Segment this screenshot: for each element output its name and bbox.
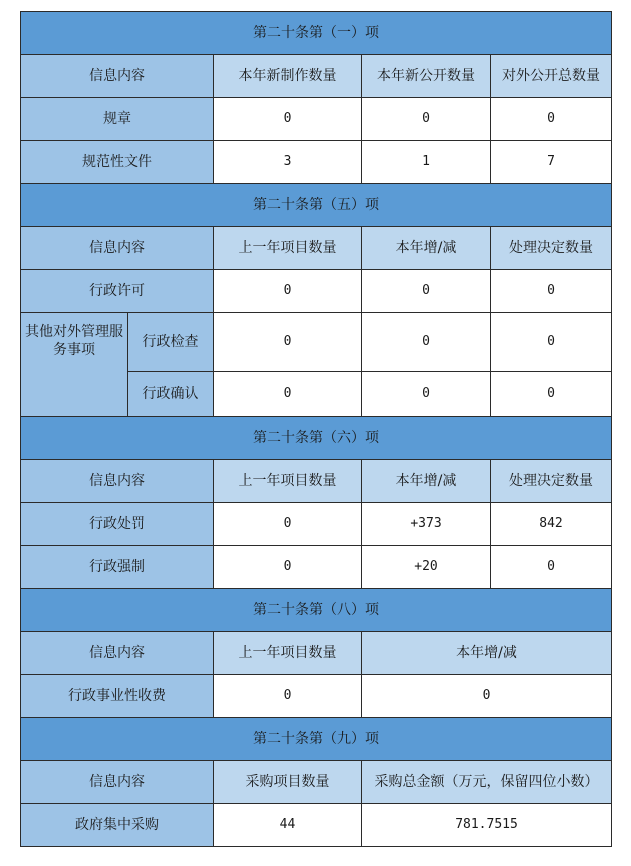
header-info-content: 信息内容: [21, 55, 214, 98]
value-cell: 0: [362, 270, 491, 313]
header-cell: 采购总金额（万元，保留四位小数）: [362, 761, 612, 804]
table-row: [21, 546, 612, 589]
value-cell: 0: [491, 372, 612, 417]
section-header-row: [21, 589, 612, 632]
header-info-content: 信息内容: [21, 761, 214, 804]
value-cell: 0: [362, 372, 491, 417]
disclosure-table: [20, 11, 612, 847]
header-cell: 本年新公开数量: [362, 55, 491, 98]
group-label: 其他对外管理服务事项: [21, 313, 128, 417]
header-info-content: 信息内容: [21, 632, 214, 675]
section-header-row: [21, 718, 612, 761]
row-label: 行政强制: [21, 546, 214, 589]
section-title: 第二十条第（九）项: [21, 718, 612, 761]
row-label: 规范性文件: [21, 141, 214, 184]
column-header-row: [21, 460, 612, 503]
table-row: [21, 270, 612, 313]
table-row: [21, 503, 612, 546]
header-cell: 本年新制作数量: [214, 55, 362, 98]
table-row: [21, 141, 612, 184]
value-cell: 842: [491, 503, 612, 546]
header-cell: 本年增/减: [362, 632, 612, 675]
value-cell: 0: [214, 313, 362, 372]
row-label: 行政事业性收费: [21, 675, 214, 718]
value-cell: 0: [214, 546, 362, 589]
header-cell: 采购项目数量: [214, 761, 362, 804]
column-header-row: [21, 761, 612, 804]
value-cell: 1: [362, 141, 491, 184]
header-cell: 处理决定数量: [491, 460, 612, 503]
section-title: 第二十条第（八）项: [21, 589, 612, 632]
header-info-content: 信息内容: [21, 227, 214, 270]
section-header-row: [21, 184, 612, 227]
section-title: 第二十条第（六）项: [21, 417, 612, 460]
value-cell: 0: [362, 313, 491, 372]
value-cell: +373: [362, 503, 491, 546]
value-cell: 0: [214, 270, 362, 313]
value-cell: 44: [214, 804, 362, 847]
header-cell: 上一年项目数量: [214, 632, 362, 675]
header-info-content: 信息内容: [21, 460, 214, 503]
row-label: 行政检查: [128, 313, 214, 372]
value-cell: 0: [362, 675, 612, 718]
header-cell: 上一年项目数量: [214, 460, 362, 503]
header-cell: 上一年项目数量: [214, 227, 362, 270]
row-label: 行政许可: [21, 270, 214, 313]
column-header-row: [21, 55, 612, 98]
value-cell: 0: [214, 372, 362, 417]
section-title: 第二十条第（五）项: [21, 184, 612, 227]
header-cell: 本年增/减: [362, 227, 491, 270]
value-cell: 781.7515: [362, 804, 612, 847]
table-row: [21, 98, 612, 141]
column-header-row: [21, 632, 612, 675]
value-cell: 0: [491, 98, 612, 141]
value-cell: 0: [214, 675, 362, 718]
value-cell: 3: [214, 141, 362, 184]
column-header-row: [21, 227, 612, 270]
row-label: 行政确认: [128, 372, 214, 417]
section-title: 第二十条第（一）项: [21, 12, 612, 55]
row-label: 行政处罚: [21, 503, 214, 546]
value-cell: 0: [362, 98, 491, 141]
header-cell: 对外公开总数量: [491, 55, 612, 98]
value-cell: 7: [491, 141, 612, 184]
section-header-row: [21, 417, 612, 460]
table-row: [21, 313, 612, 372]
value-cell: 0: [491, 546, 612, 589]
table-row: [21, 804, 612, 847]
value-cell: +20: [362, 546, 491, 589]
row-label: 政府集中采购: [21, 804, 214, 847]
table-row: [21, 675, 612, 718]
section-header-row: [21, 12, 612, 55]
value-cell: 0: [214, 503, 362, 546]
header-cell: 本年增/减: [362, 460, 491, 503]
row-label: 规章: [21, 98, 214, 141]
value-cell: 0: [491, 270, 612, 313]
value-cell: 0: [491, 313, 612, 372]
header-cell: 处理决定数量: [491, 227, 612, 270]
value-cell: 0: [214, 98, 362, 141]
